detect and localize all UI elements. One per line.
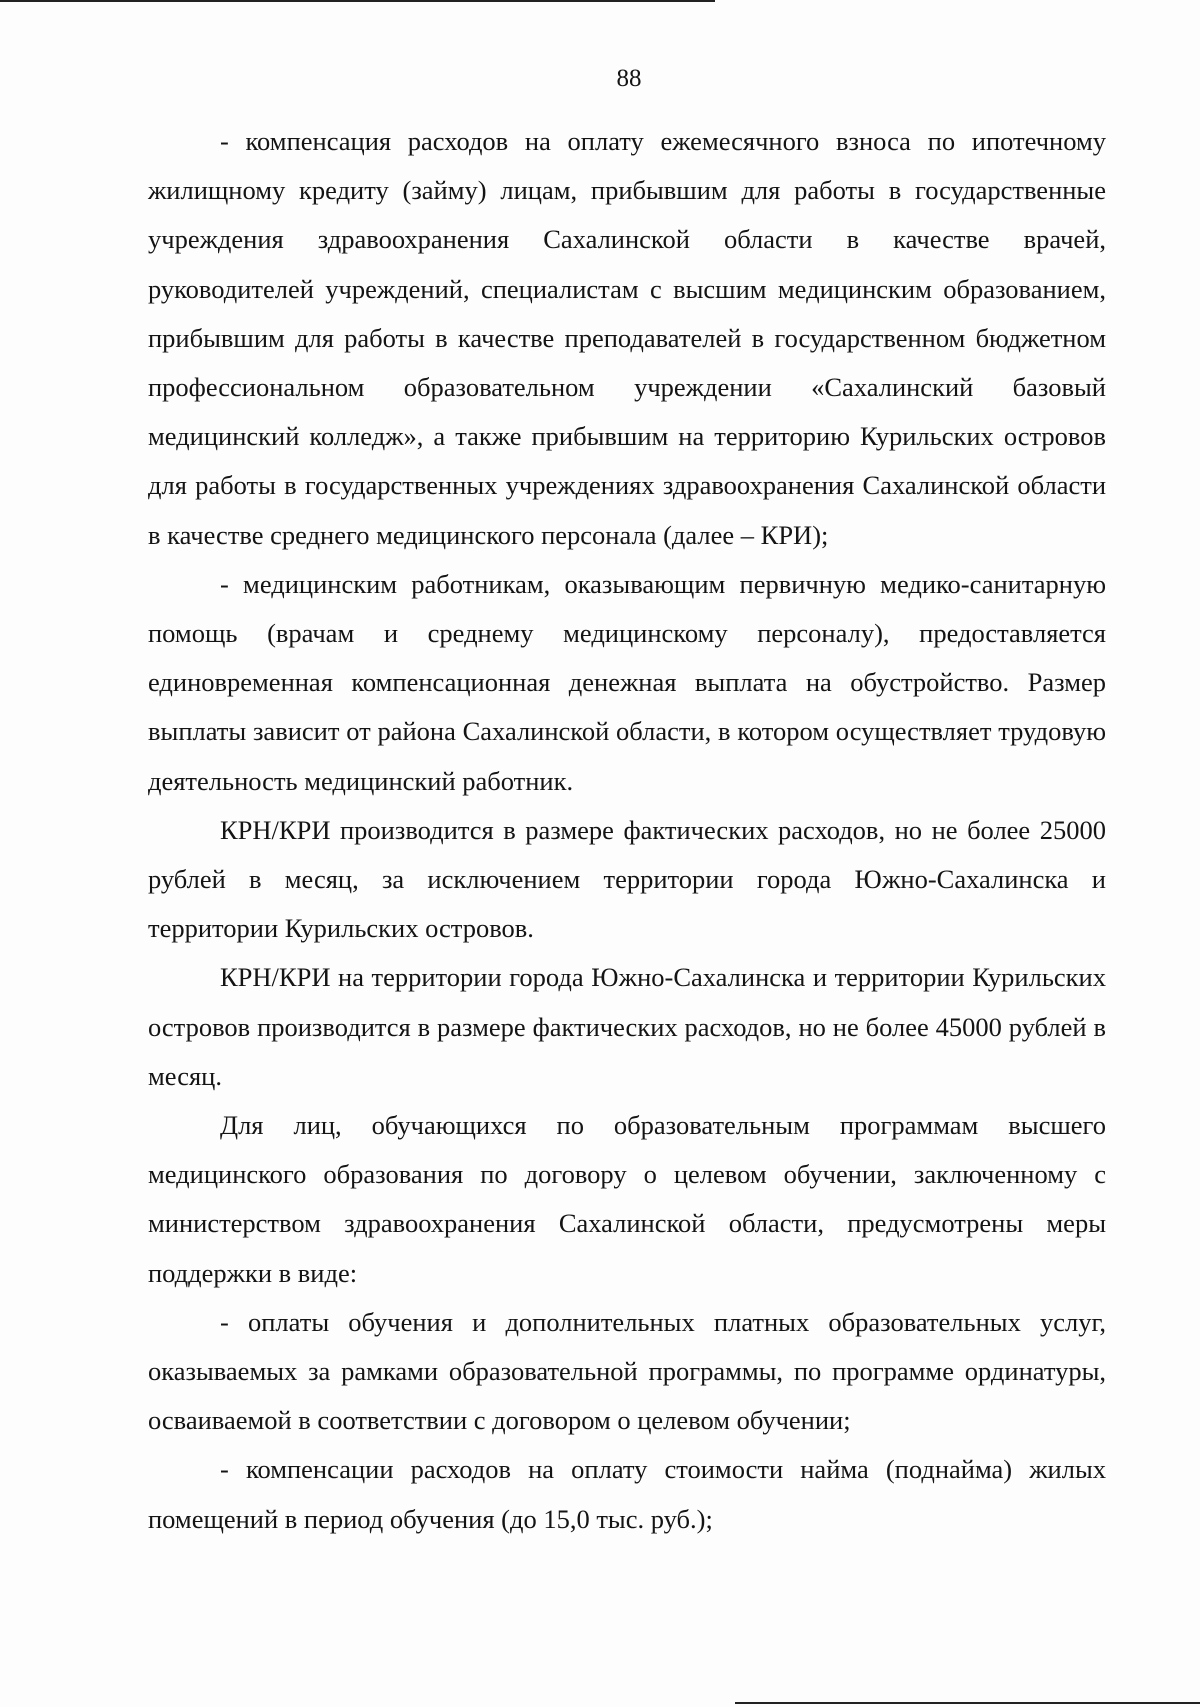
paragraph: Для лиц, обучающихся по образовательным программам высшего медицинского образования по договору о целевом обучении, заключенному с министерством здравоохранения Сахалинской области, предусмотрены меры поддержки в виде: bbox=[148, 1110, 1106, 1288]
document-body bbox=[148, 117, 1106, 1544]
paragraph: - оплаты обучения и дополнительных платных образовательных услуг, оказываемых за рамками образовательной программы, по программе ординатуры, осваиваемой в соответствии с договором о целевом обучении; bbox=[148, 1306, 1106, 1436]
paragraph: - медицинским работникам, оказывающим первичную медико-санитарную помощь (врачам и среднему медицинскому персоналу), предоставляется единовременная компенсационная денежная выплата на обустройство. Размер выплаты зависит от района Сахалинской области, в котором осуществляет трудовую деятельность медицинский работник. bbox=[148, 568, 1106, 796]
page-number: 88 bbox=[616, 65, 642, 92]
paragraph: - компенсация расходов на оплату ежемесячного взноса по ипотечному жилищному кредиту (займу) лицам, прибывшим для работы в государственные учреждения здравоохранения Сахалинской области в качестве врачей, руководителей учреждений, специалистам с высшим медицинским образованием, прибывшим для работы в качестве преподавателей в государственном бюджетном профессиональном образовательном учреждении «Сахалинский базовый медицинский колледж», а также прибывшим на территорию Курильских островов для работы в государственных учреждениях здравоохранения Сахалинской области в качестве среднего медицинского персонала (далее – КРИ); bbox=[148, 126, 1106, 550]
scan-edge-top bbox=[0, 0, 715, 2]
paragraph: - компенсации расходов на оплату стоимости найма (поднайма) жилых помещений в период обучения (до 15,0 тыс. руб.); bbox=[148, 1454, 1106, 1534]
paragraph: КРН/КРИ производится в размере фактических расходов, но не более 25000 рублей в месяц, за исключением территории города Южно-Сахалинска и территории Курильских островов. bbox=[148, 814, 1106, 944]
paragraph: КРН/КРИ на территории города Южно-Сахалинска и территории Курильских островов производится в размере фактических расходов, но не более 45000 рублей в месяц. bbox=[148, 962, 1106, 1091]
scan-edge-bottom bbox=[735, 1702, 1200, 1704]
